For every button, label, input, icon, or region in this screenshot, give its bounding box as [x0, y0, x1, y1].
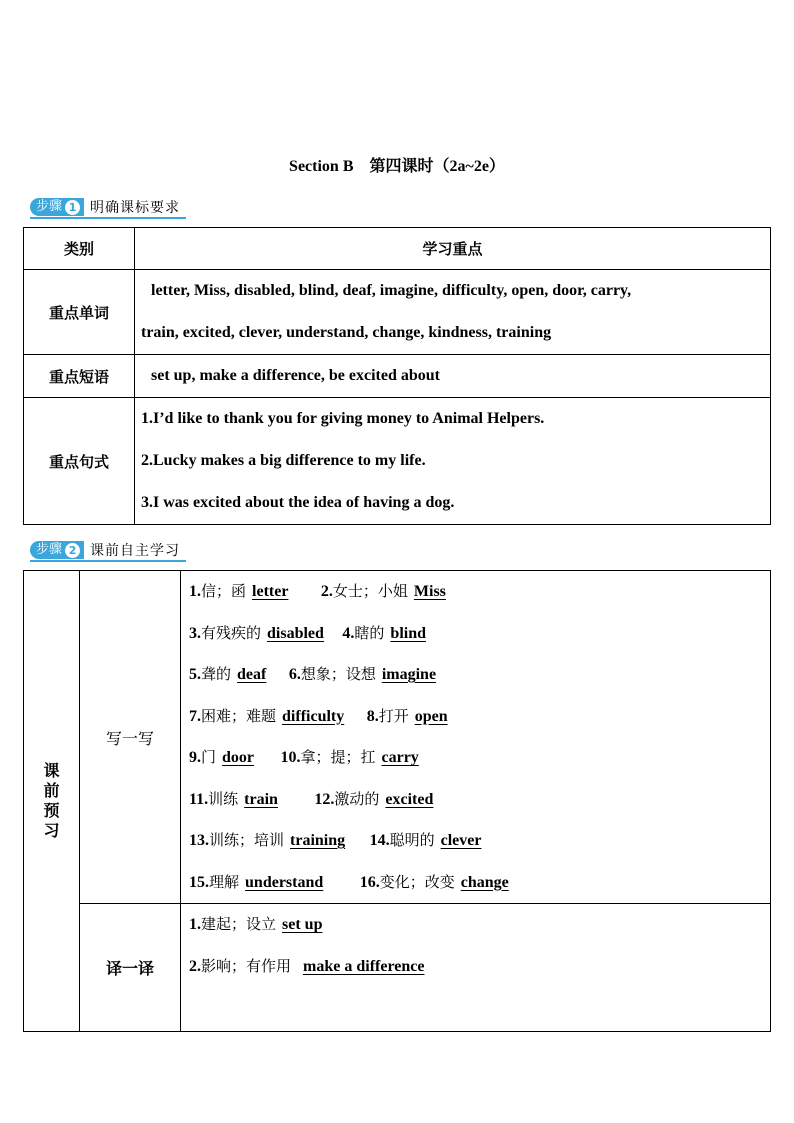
- item-answer: open: [414, 707, 448, 725]
- item-answer: carry: [381, 749, 419, 766]
- write-line: [189, 571, 770, 613]
- item-answer: clever: [440, 832, 482, 849]
- item-answer: door: [222, 749, 255, 766]
- item-chinese: 理解: [209, 872, 240, 891]
- write-line: [189, 696, 770, 738]
- item-answer: change: [460, 873, 509, 891]
- sentence-2: 2.Lucky makes a big difference to my life.: [141, 452, 426, 469]
- phrases-line: set up, make a difference, be excited about: [151, 367, 440, 384]
- item-number: 2.: [320, 583, 333, 600]
- sentences-cell: [135, 398, 771, 525]
- item-answer: understand: [245, 873, 324, 891]
- step1-label: 明确课标要求: [90, 200, 181, 216]
- item-answer: set up: [282, 916, 323, 933]
- item-chinese: 拿；提；扛: [300, 748, 376, 766]
- item-chinese: 聋的: [201, 665, 232, 683]
- preview-table: [23, 570, 771, 1032]
- title-section: Section B: [289, 158, 354, 175]
- header-category: 类别: [24, 228, 135, 270]
- item-chinese: 聪明的: [389, 831, 435, 849]
- step2-heading: [30, 540, 186, 562]
- item-answer: difficulty: [282, 707, 345, 725]
- phrases-cell: [135, 355, 771, 398]
- category-phrases: 重点短语: [24, 355, 135, 398]
- item-number: 14.: [369, 832, 390, 849]
- item-number: 4.: [342, 624, 355, 642]
- item-answer: letter: [252, 583, 289, 600]
- words-cell: [135, 270, 771, 355]
- words-line-2: train, excited, clever, understand, change, kindness, training: [141, 324, 552, 341]
- item-number: 6.: [288, 666, 301, 683]
- write-label: 写一写: [80, 571, 181, 904]
- step2-number: 2: [65, 543, 80, 558]
- item-chinese: 困难；难题: [201, 706, 277, 725]
- title-lesson: 第四课时（2a~2e）: [369, 158, 505, 175]
- item-answer: excited: [385, 790, 434, 808]
- side-char-2: 前: [43, 781, 60, 800]
- objectives-table: [23, 227, 771, 525]
- sentence-1: 1.I’d like to thank you for giving money to Animal Helpers.: [141, 410, 545, 427]
- item-chinese: 想象；设想: [300, 665, 376, 683]
- item-chinese: 门: [201, 748, 217, 766]
- item-number: 16.: [359, 873, 380, 891]
- translate-items: [181, 904, 771, 1032]
- item-answer: imagine: [381, 666, 437, 683]
- item-number: 7.: [189, 707, 201, 725]
- translate-line: [189, 904, 770, 946]
- words-line-1: letter, Miss, disabled, blind, deaf, imagine, difficulty, open, door, carry,: [151, 282, 632, 299]
- item-chinese: 打开: [378, 706, 409, 725]
- item-chinese: 激动的: [334, 789, 380, 808]
- category-sentences: 重点句式: [24, 398, 135, 525]
- item-chinese: 瞎的: [354, 623, 385, 642]
- item-number: 8.: [366, 707, 379, 725]
- step2-label: 课前自主学习: [90, 543, 181, 559]
- item-number: 10.: [280, 749, 301, 766]
- write-line: [189, 779, 770, 821]
- item-answer: training: [290, 832, 346, 849]
- step1-number: 1: [65, 200, 80, 215]
- item-answer: disabled: [267, 624, 324, 642]
- item-number: 1.: [189, 583, 201, 600]
- step2-badge-text: 步骤: [36, 542, 63, 557]
- item-number: 12.: [314, 790, 335, 808]
- step1-badge-text: 步骤: [36, 199, 63, 214]
- category-words: 重点单词: [24, 270, 135, 355]
- item-answer: train: [244, 790, 278, 808]
- side-char-3: 预: [43, 801, 60, 820]
- translate-line: [189, 946, 770, 988]
- item-number: 3.: [189, 624, 201, 642]
- step2-badge: [30, 541, 84, 559]
- item-answer: make a difference: [303, 957, 425, 975]
- item-chinese: 影响；有作用: [201, 956, 292, 975]
- write-line: [189, 820, 770, 862]
- side-char-4: 习: [43, 821, 60, 840]
- item-chinese: 女士；小姐: [332, 582, 408, 600]
- item-chinese: 建起；设立: [201, 915, 277, 933]
- write-items: [181, 571, 771, 904]
- header-focus: 学习重点: [135, 228, 771, 270]
- translate-label: 译一译: [80, 904, 181, 1032]
- item-chinese: 有残疾的: [201, 623, 262, 642]
- item-number: 9.: [189, 749, 201, 766]
- step1-badge: [30, 198, 84, 216]
- item-chinese: 训练: [208, 789, 239, 808]
- item-chinese: 训练；培训: [209, 831, 285, 849]
- write-line: [189, 737, 770, 779]
- item-chinese: 信；函: [201, 582, 247, 600]
- write-line: [189, 613, 770, 655]
- item-chinese: 变化；改变: [379, 872, 455, 891]
- step1-heading: [30, 197, 186, 219]
- write-line: [189, 862, 770, 904]
- item-number: 11.: [189, 790, 209, 808]
- sentence-3: 3.I was excited about the idea of having a dog.: [141, 494, 455, 511]
- item-answer: blind: [390, 624, 427, 642]
- side-char-1: 课: [43, 761, 60, 780]
- item-answer: Miss: [413, 583, 446, 600]
- item-answer: deaf: [237, 666, 267, 683]
- item-number: 15.: [189, 873, 209, 891]
- preview-side-label: [24, 571, 80, 1032]
- item-number: 5.: [189, 666, 201, 683]
- page-title: [0, 153, 794, 176]
- item-number: 13.: [189, 832, 209, 849]
- write-line: [189, 654, 770, 696]
- item-number: 1.: [189, 916, 201, 933]
- item-number: 2.: [189, 957, 201, 975]
